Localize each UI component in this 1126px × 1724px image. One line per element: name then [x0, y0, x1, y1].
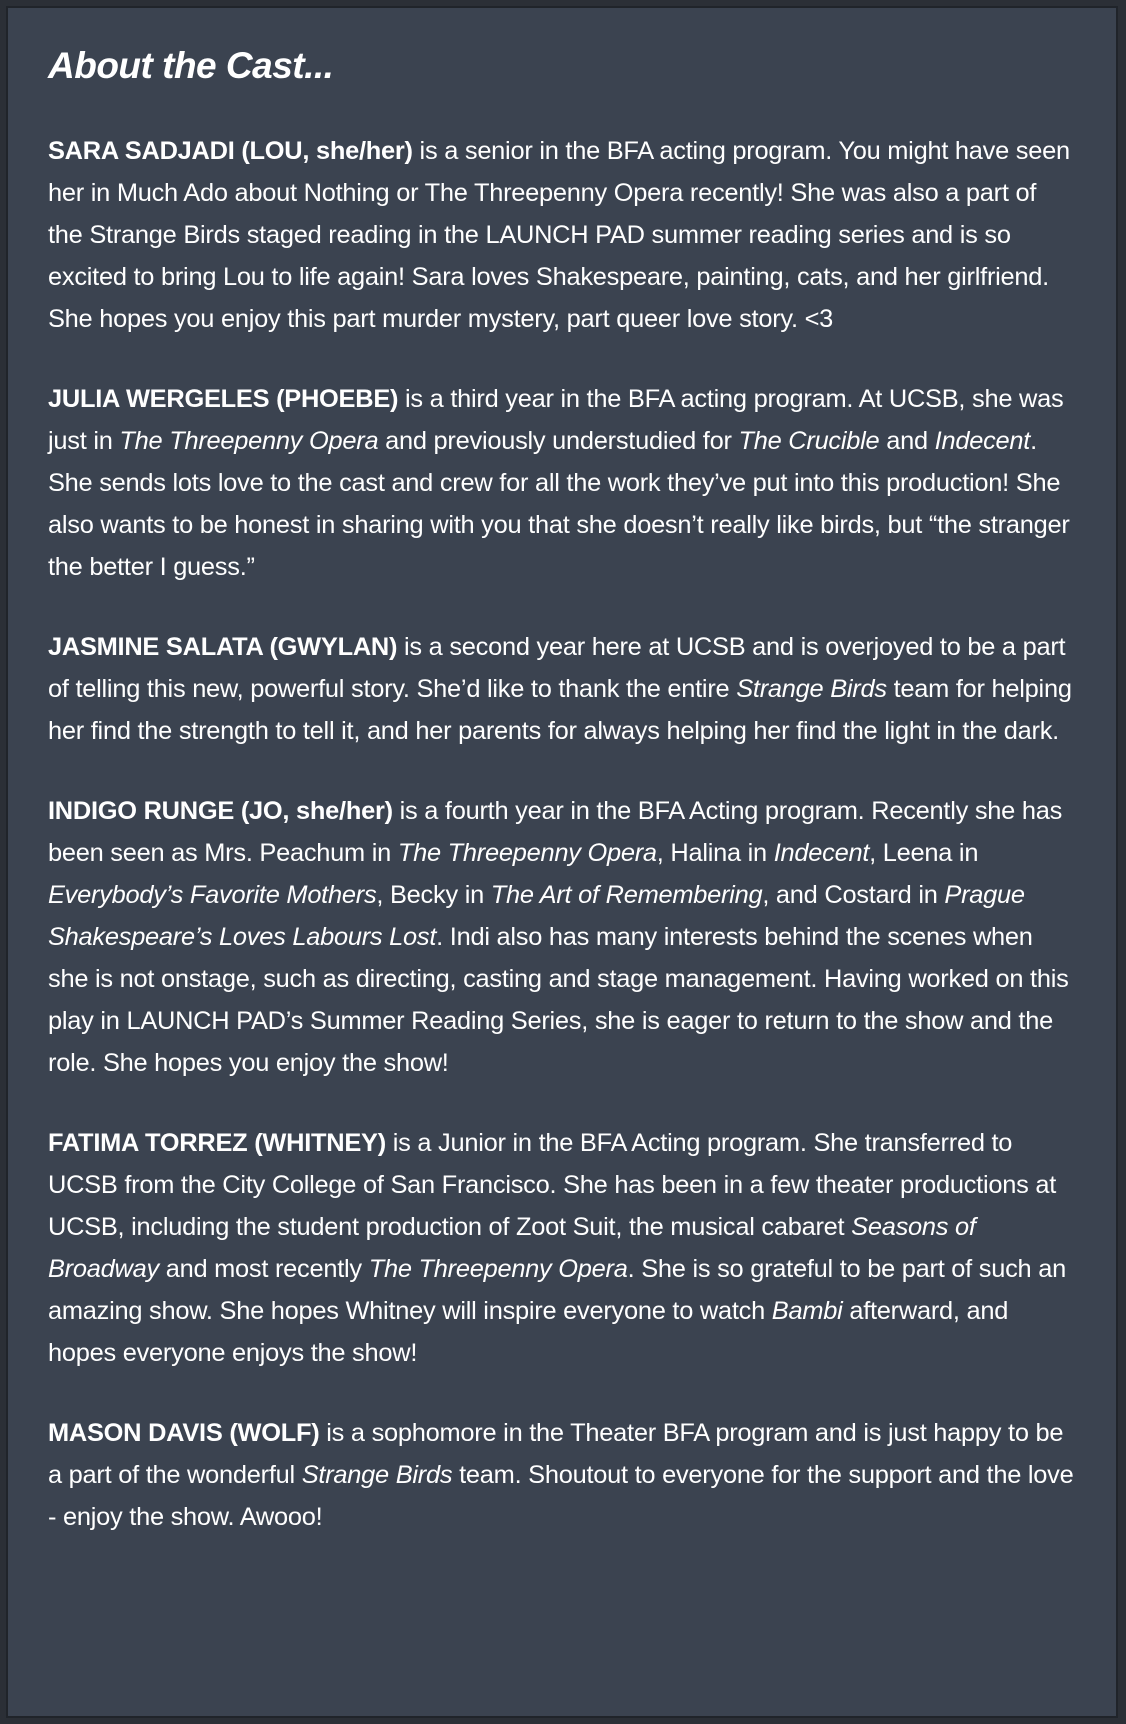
show-title: The Threepenny Opera: [397, 839, 657, 867]
show-title: Everybody’s Favorite Mothers: [48, 881, 377, 909]
cast-name: JASMINE SALATA (GWYLAN): [48, 633, 398, 661]
show-title: The Threepenny Opera: [119, 427, 379, 455]
cast-name: SARA SADJADI (LOU, she/her): [48, 137, 413, 165]
bio-julia-wergeles: JULIA WERGELES (PHOEBE) is a third year in the BFA acting program. At UCSB, she was just in The Threepenny Opera and previously understudied for The Crucible and Indecent. She sends lots love to the cast and crew for all the work they’ve put into this production! She also wants to be honest in sharing with you that she doesn’t really like birds, but “the stranger the better I guess.”: [48, 385, 1070, 581]
show-title: Prague Shakespeare’s Loves Labours Lost: [48, 881, 1025, 951]
cast-name: MASON DAVIS (WOLF): [48, 1419, 320, 1447]
show-title: Indecent: [934, 427, 1031, 455]
show-title: Strange Birds: [301, 1461, 453, 1489]
page-title: About the Cast...: [48, 45, 334, 86]
cast-name: INDIGO RUNGE (JO, she/her): [48, 797, 393, 825]
bio-jasmine-salata: JASMINE SALATA (GWYLAN) is a second year here at UCSB and is overjoyed to be a part of telling this new, powerful story. She’d like to thank the entire Strange Birds team for helping her find the strength to tell it, and her parents for always helping her find the light in the dark.: [48, 633, 1072, 745]
cast-panel: [6, 6, 1118, 1718]
bio-fatima-torrez: FATIMA TORREZ (WHITNEY) is a Junior in the BFA Acting program. She transferred to UCSB from the City College of San Francisco. She has been in a few theater productions at UCSB, including the student production of Zoot Suit, the musical cabaret Seasons of Broadway and most recently The Threepenny Opera. She is so grateful to be part of such an amazing show. She hopes Whitney will inspire everyone to watch Bambi afterward, and hopes everyone enjoys the show!: [48, 1129, 1066, 1367]
bio-indigo-runge: INDIGO RUNGE (JO, she/her) is a fourth year in the BFA Acting program. Recently she has been seen as Mrs. Peachum in The Threepenny Opera, Halina in Indecent, Leena in Everybody’s Favorite Mothers, Becky in The Art of Remembering, and Costard in Prague Shakespeare’s Loves Labours Lost. Indi also has many interests behind the scenes when she is not onstage, such as directing, casting and stage management. Having worked on this play in LAUNCH PAD’s Summer Reading Series, she is eager to return to the show and the role. She hopes you enjoy the show!: [48, 797, 1069, 1077]
cast-name: FATIMA TORREZ (WHITNEY): [48, 1129, 386, 1157]
show-title: The Crucible: [738, 427, 880, 455]
cast-name: JULIA WERGELES (PHOEBE): [48, 385, 399, 413]
show-title: Seasons of Broadway: [48, 1213, 976, 1283]
bio-sara-sadjadi: SARA SADJADI (LOU, she/her) is a senior in the BFA acting program. You might have seen her in Much Ado about Nothing or The Threepenny Opera recently! She was also a part of the Strange Birds staged reading in the LAUNCH PAD summer reading series and is so excited to bring Lou to life again! Sara loves Shakespeare, painting, cats, and her girlfriend. She hopes you enjoy this part murder mystery, part queer love story. <3: [48, 137, 1070, 333]
show-title: Bambi: [771, 1297, 843, 1325]
show-title: The Threepenny Opera: [368, 1255, 628, 1283]
bio-mason-davis: MASON DAVIS (WOLF) is a sophomore in the Theater BFA program and is just happy to be a part of the wonderful Strange Birds team. Shoutout to everyone for the support and the love - enjoy the show. Awooo!: [48, 1419, 1074, 1531]
show-title: The Art of Remembering: [490, 881, 763, 909]
show-title: Indecent: [773, 839, 870, 867]
show-title: Strange Birds: [736, 675, 887, 703]
